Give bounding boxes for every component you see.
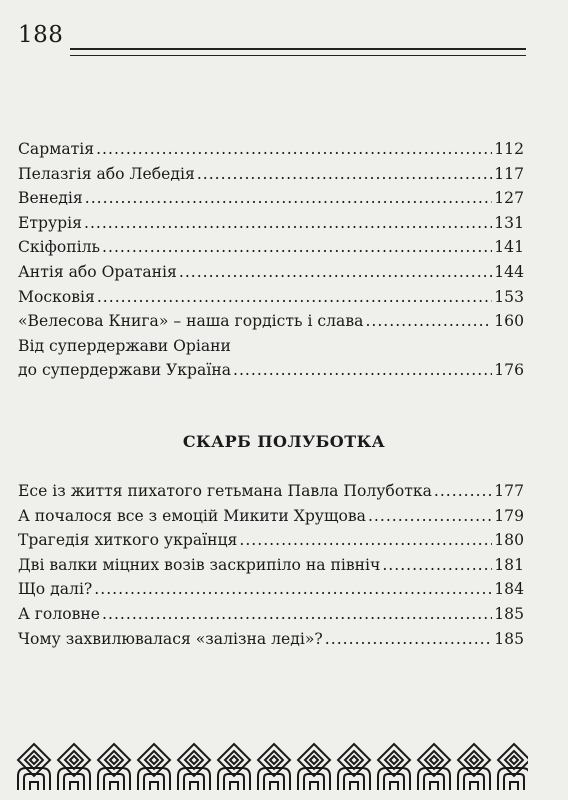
toc-entry xyxy=(18,140,524,165)
dot-leader xyxy=(434,482,492,500)
toc-entry-page: 112 xyxy=(494,140,524,158)
toc-entry-page: 185 xyxy=(494,604,524,623)
toc-entry xyxy=(18,214,524,239)
toc-entry-title: Антія або Оратанія xyxy=(18,262,177,281)
toc-entry xyxy=(18,361,524,386)
toc-entry-page: 184 xyxy=(494,580,524,599)
toc-entry-title: А головне xyxy=(18,604,101,623)
dot-leader xyxy=(382,556,492,574)
toc-entry-title: Етрурія xyxy=(18,213,82,232)
toc-entry xyxy=(18,312,524,337)
toc-entry-title: Есе із життя пихатого гетьмана Павла Полуботка xyxy=(18,482,432,500)
toc-entry xyxy=(18,580,524,605)
toc-entry-page: 144 xyxy=(494,262,524,281)
toc-entry-title: А почалося все з емоцій Микити Хрущова xyxy=(18,506,366,525)
toc-part-1 xyxy=(18,140,524,386)
header-rule-thin xyxy=(70,55,526,56)
dot-leader xyxy=(368,507,492,525)
toc-entry-title: до супердержави Україна xyxy=(18,361,232,380)
dot-leader xyxy=(102,605,492,623)
toc-part-2 xyxy=(18,482,524,654)
toc-entry-title: Трагедія хиткого українця xyxy=(18,531,238,550)
toc-entry-title: Дві валки міцних возів заскрипіло на північ xyxy=(18,555,381,574)
toc-entry-title: Чому захвилювалася «залізна леді»? xyxy=(18,629,323,648)
toc-entry xyxy=(18,263,524,288)
dot-leader xyxy=(84,214,492,232)
toc-entry-title-line1: Від супердержави Оріани xyxy=(18,336,231,355)
toc-entry xyxy=(18,556,524,581)
toc-entry-page: 177 xyxy=(494,482,524,500)
toc-entry xyxy=(18,605,524,630)
dot-leader xyxy=(325,630,492,648)
toc-entry xyxy=(18,238,524,263)
dot-leader xyxy=(97,288,492,306)
toc-entry-page: 160 xyxy=(494,312,524,331)
greek-key-border-ornament-icon xyxy=(14,742,528,790)
toc-entry xyxy=(18,630,524,655)
dot-leader xyxy=(179,263,492,281)
toc-entry-page: 153 xyxy=(494,287,524,306)
dot-leader xyxy=(85,189,492,207)
toc-entry-title: Скіфопіль xyxy=(18,238,101,257)
toc-entry xyxy=(18,507,524,532)
section-title: СКАРБ ПОЛУБОТКА xyxy=(182,432,386,451)
toc-entry xyxy=(18,531,524,556)
toc-entry-page: 131 xyxy=(494,213,524,232)
header-rule xyxy=(70,48,526,50)
toc-entry-page: 141 xyxy=(494,238,524,257)
toc-entry xyxy=(18,165,524,190)
toc-entry-page: 176 xyxy=(494,361,524,380)
dot-leader xyxy=(94,580,492,598)
toc-entry-first-line xyxy=(18,337,524,362)
toc-entry-title: «Велесова Книга» – наша гордість і слава xyxy=(18,312,364,331)
dot-leader xyxy=(239,531,492,549)
toc-entry-page: 185 xyxy=(494,629,524,648)
toc-entry xyxy=(18,288,524,313)
page-number: 188 xyxy=(18,22,64,48)
dot-leader xyxy=(102,238,492,256)
toc-entry-page: 180 xyxy=(494,531,524,550)
toc-entry-title: Що далі? xyxy=(18,580,93,599)
dot-leader xyxy=(96,140,492,158)
toc-entry xyxy=(18,189,524,214)
toc-entry-page: 127 xyxy=(494,189,524,208)
toc-entry xyxy=(18,482,524,507)
dot-leader xyxy=(197,165,492,183)
toc-entry-title: Пелазгія або Лебедія xyxy=(18,164,195,183)
toc-entry-title: Московія xyxy=(18,287,95,306)
dot-leader xyxy=(233,361,492,379)
toc-entry-title: Сарматія xyxy=(18,140,95,158)
toc-entry-page: 117 xyxy=(494,164,524,183)
toc-entry-title: Венедія xyxy=(18,189,83,208)
dot-leader xyxy=(365,312,492,330)
toc-entry-page: 179 xyxy=(494,506,524,525)
toc-entry-page: 181 xyxy=(494,555,524,574)
